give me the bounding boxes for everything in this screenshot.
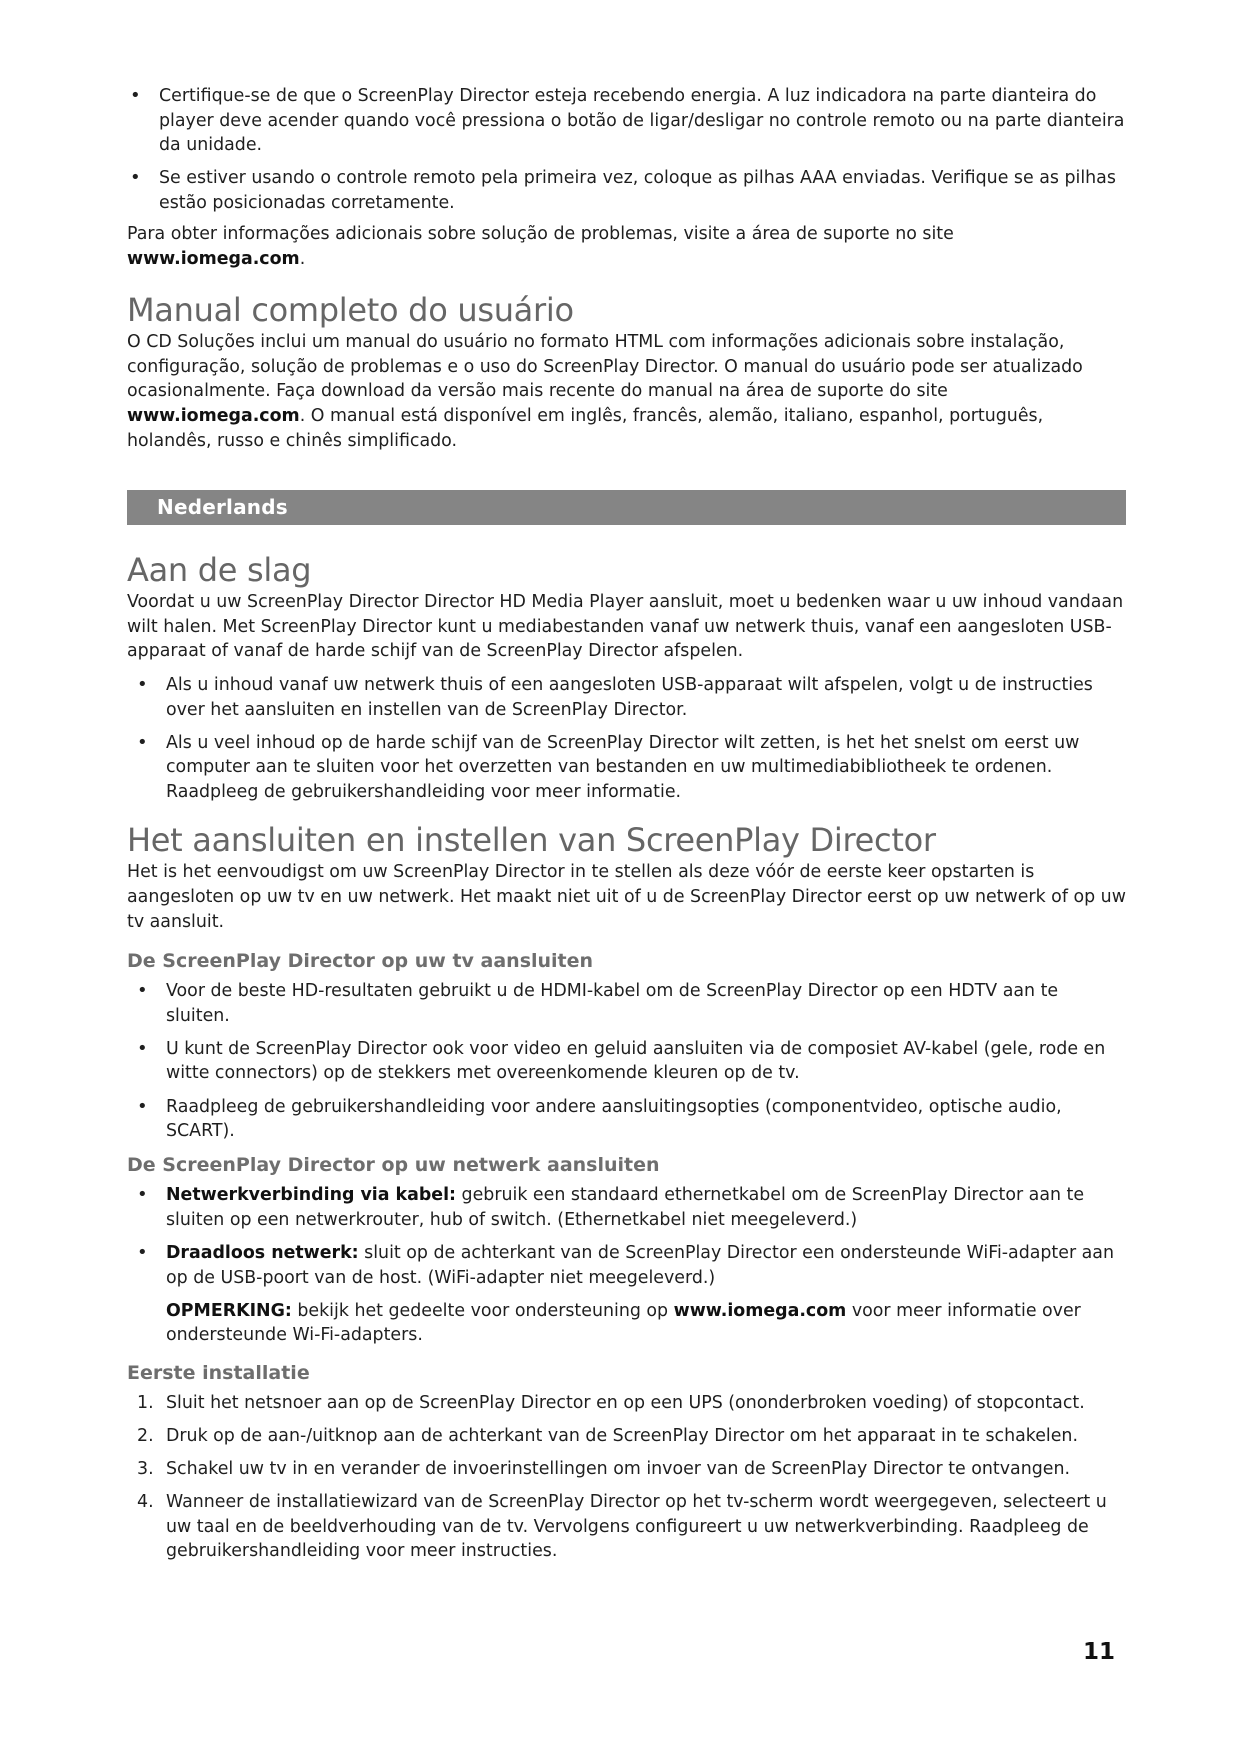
manual-heading: Manual completo do usuário: [127, 291, 574, 330]
tv-heading: De ScreenPlay Director op uw tv aansluiten: [127, 950, 594, 973]
language-bar: [127, 490, 1126, 525]
step-text: Sluit het netsnoer aan op de ScreenPlay Director en op een UPS (ononderbroken voeding) of stopcontact.: [166, 1392, 1085, 1413]
note-text-2: voor meer informatie over ondersteunde Wi-Fi-adapters.: [166, 1300, 1081, 1346]
manual-paragraph: [127, 330, 1126, 453]
connect-intro: Het is het eenvoudigst om uw ScreenPlay Director in te stellen als deze vóór de eerste keer opstarten is aangesloten op uw tv en uw netwerk. Het maakt niet uit of u de ScreenPlay Director eerst op uw netwerk of op uw tv aansluit.: [127, 862, 1126, 932]
support-end: .: [299, 248, 306, 269]
support-text: Para obter informações adicionais sobre solução de problemas, visite a área de suporte no site: [127, 223, 954, 244]
start-intro: Voordat u uw ScreenPlay Director Director HD Media Player aansluit, moet u bedenken waar u uw inhoud vandaan wilt halen. Met ScreenPlay Director kunt u mediabestanden vanaf uw netwerk thuis, vanaf een aangesloten USB-apparaat of vanaf de harde schijf van de ScreenPlay Director afspelen.: [127, 592, 1124, 662]
install-step-list: [127, 1391, 1126, 1564]
note-text-1: bekijk het gedeelte voor ondersteuning op: [291, 1300, 674, 1321]
step-text: Druk op de aan-/uitknop aan de achterkant van de ScreenPlay Director om het apparaat in te schakelen.: [166, 1425, 1078, 1446]
list-item: [127, 1183, 1126, 1232]
tv-bullet-list: [127, 979, 1126, 1144]
list-item: [127, 1490, 1126, 1564]
list-item: [127, 1241, 1126, 1290]
note-paragraph: [127, 1299, 1126, 1348]
page-content: [127, 84, 1126, 1572]
pt-support-paragraph: [127, 222, 1126, 271]
language-label: Nederlands: [157, 495, 288, 520]
step-number: 3.: [137, 1458, 154, 1479]
pt-bullet-list: [120, 84, 1126, 215]
list-item: • Voor de beste HD-resultaten gebruikt u de HDMI-kabel om de ScreenPlay Director op een HDTV aan te sluiten.: [127, 979, 1126, 1028]
step-number: 2.: [137, 1425, 154, 1446]
network-heading: De ScreenPlay Director op uw netwerk aansluiten: [127, 1154, 660, 1177]
list-item: [127, 1424, 1126, 1449]
start-heading: Aan de slag: [127, 551, 312, 590]
list-item: • Certifique-se de que o ScreenPlay Director esteja recebendo energia. A luz indicadora na parte dianteira do player deve acender quando você pressiona o botão de ligar/desligar no controle remoto ou na parte dianteira da unidade.: [120, 84, 1126, 158]
list-item: • Als u inhoud vanaf uw netwerk thuis of een aangesloten USB-apparaat wilt afspelen, volgt u de instructies over het aansluiten en instellen van de ScreenPlay Director.: [127, 673, 1126, 722]
manual-text-1: O CD Soluções inclui um manual do usuário no formato HTML com informações adicionais sobre instalação, configuração, solução de problemas e o uso do ScreenPlay Director. O manual do usuário pode ser atualizado ocasionalmente. Faça download da versão mais recente do manual na área de suporte do site: [127, 332, 1083, 402]
network-bullet-list: [127, 1183, 1126, 1290]
bullet-text: gebruik een standaard ethernetkabel om de ScreenPlay Director aan te sluiten op een netwerkrouter, hub of switch. (Ethernetkabel niet meegeleverd.): [166, 1185, 1085, 1230]
install-heading: Eerste installatie: [127, 1361, 310, 1384]
list-item: • Raadpleeg de gebruikershandleiding voor andere aansluitingsopties (componentvideo, optische audio, SCART).: [127, 1095, 1126, 1144]
manual-link[interactable]: www.iomega.com: [127, 405, 300, 426]
list-item: • Als u veel inhoud op de harde schijf van de ScreenPlay Director wilt zetten, is het het snelst om eerst uw computer aan te sluiten voor het overzetten van bestanden en uw multimediabibliotheek te ordenen. Raadpleeg de gebruikershandleiding voor meer informatie.: [127, 731, 1126, 805]
step-number: 1.: [137, 1392, 154, 1413]
bullet-text: sluit op de achterkant van de ScreenPlay Director een ondersteunde WiFi-adapter aan op de USB-poort van de host. (WiFi-adapter niet meegeleverd.): [166, 1242, 1114, 1288]
start-bullet-list: [127, 673, 1126, 804]
bullet-label: Netwerkverbinding via kabel:: [166, 1185, 457, 1206]
connect-heading: Het aansluiten en instellen van ScreenPlay Director: [127, 821, 936, 860]
manual-text-2: . O manual está disponível em inglês, francês, alemão, italiano, espanhol, português, holandês, russo e chinês simplificado.: [127, 405, 1044, 451]
note-label: OPMERKING:: [166, 1300, 292, 1321]
step-text: Wanneer de installatiewizard van de ScreenPlay Director op het tv-scherm wordt weergegeven, selecteert u uw taal en de beeldverhouding van de tv. Vervolgens configureert u uw netwerkverbinding. Raadpleeg de gebruikershandleiding voor meer instructies.: [166, 1492, 1107, 1562]
list-item: • Se estiver usando o controle remoto pela primeira vez, coloque as pilhas AAA enviadas. Verifique se as pilhas estão posicionadas corretamente.: [120, 166, 1126, 215]
step-text: Schakel uw tv in en verander de invoerinstellingen om invoer van de ScreenPlay Director te ontvangen.: [166, 1458, 1070, 1479]
step-number: 4.: [137, 1492, 154, 1513]
list-item: • U kunt de ScreenPlay Director ook voor video en geluid aansluiten via de composiet AV-kabel (gele, rode en witte connectors) op de stekkers met overeenkomende kleuren op de tv.: [127, 1037, 1126, 1086]
page-number: 11: [1083, 1639, 1116, 1665]
list-item: [127, 1457, 1126, 1482]
support-link[interactable]: www.iomega.com: [127, 248, 300, 269]
list-item: [127, 1391, 1126, 1416]
bullet-label: Draadloos netwerk:: [166, 1242, 359, 1263]
note-link[interactable]: www.iomega.com: [673, 1300, 847, 1321]
